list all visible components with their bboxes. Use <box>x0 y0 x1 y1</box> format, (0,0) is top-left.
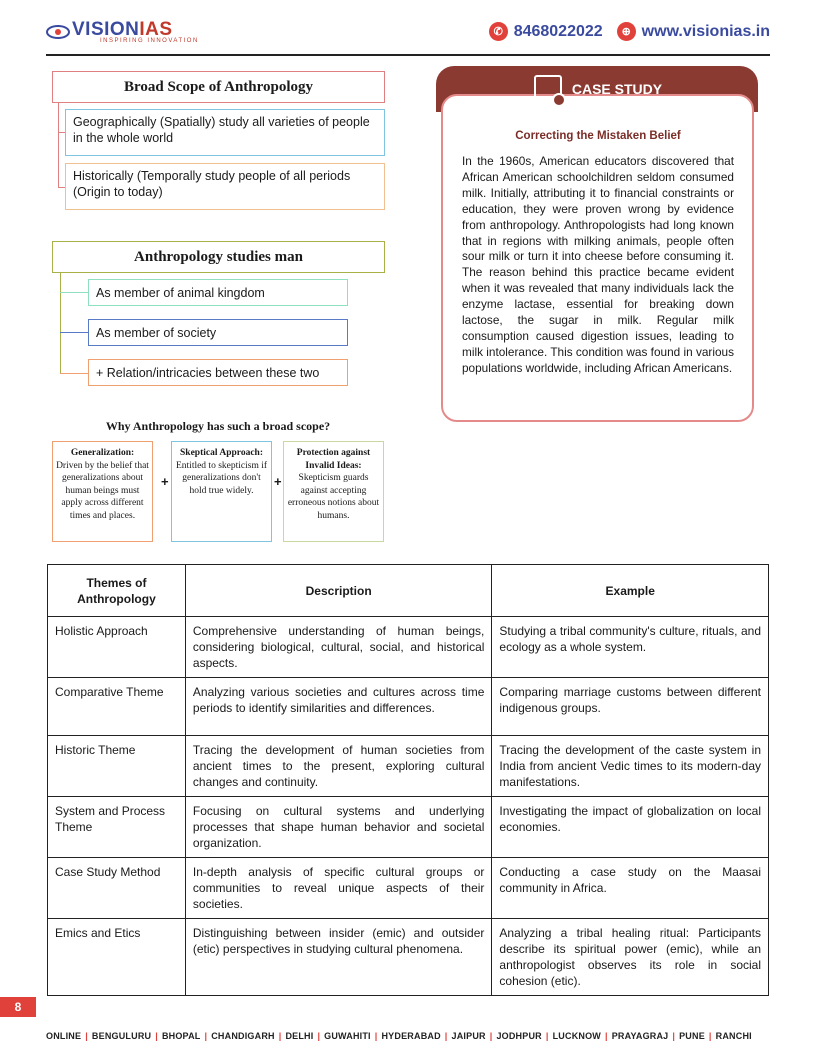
footer-separator: | <box>489 1031 493 1041</box>
why-box-heading: Protection against Invalid Ideas: <box>296 448 371 471</box>
case-study-text: In the 1960s, American educators discovered that African American schoolchildren seldom consumed milk. Initially, attributing it to financial constraints or education, they were proven wrong by evidence from anthropology. Anthropologists had long known that in regions with milking animals, people often sour milk or turn it into cheese before consuming it. The reason behind this practice became evident when it was revealed that many individuals lack the enzyme lactase, essential for breaking down lactose, the sugar in milk. Regular milk consumption caused digestion issues, leading to milk intolerance. This condition was found in various populations worldwide, including African Americans. <box>462 154 734 375</box>
theme-cell: Emics and Etics <box>48 919 186 996</box>
description-cell: Tracing the development of human societies from ancient times to the present, exploring cultural changes and continuity. <box>185 736 492 797</box>
logo-swoosh-icon <box>46 20 70 42</box>
why-box-protection <box>283 441 384 542</box>
footer-city: ONLINE <box>46 1031 82 1041</box>
header-themes: Themes of Anthropology <box>48 565 186 617</box>
footer-city: PUNE <box>679 1031 705 1041</box>
scope-title: Broad Scope of Anthropology <box>52 71 385 103</box>
theme-cell: Holistic Approach <box>48 617 186 678</box>
description-cell: Analyzing various societies and cultures across time periods to identify similarities and differences. <box>185 678 492 736</box>
website-url: www.visionias.in <box>641 22 770 40</box>
footer-city: BHOPAL <box>161 1031 201 1041</box>
example-cell: Studying a tribal community's culture, rituals, and ecology as a whole system. <box>492 617 769 678</box>
table-row <box>48 858 769 919</box>
page-number: 8 <box>0 997 36 1017</box>
header-description: Description <box>185 565 492 617</box>
case-study-header <box>524 71 672 107</box>
logo <box>46 20 199 44</box>
table-row <box>48 736 769 797</box>
theme-cell: System and Process Theme <box>48 797 186 858</box>
contact-info <box>489 22 770 41</box>
scope-item-geographic: Geographically (Spatially) study all varieties of people in the whole world <box>65 109 385 156</box>
footer-separator: | <box>708 1031 712 1041</box>
footer-separator: | <box>278 1031 282 1041</box>
why-box-text: Skepticism guards against accepting erroneous notions about humans. <box>287 473 380 521</box>
footer-separator: | <box>672 1031 676 1041</box>
footer-city: PRAYAGRAJ <box>611 1031 669 1041</box>
footer-city: JAIPUR <box>451 1031 486 1041</box>
case-study-subtitle: Correcting the Mistaken Belief <box>515 130 681 142</box>
table-row <box>48 678 769 736</box>
phone-icon: ✆ <box>489 22 508 41</box>
footer-separator: | <box>444 1031 448 1041</box>
footer-city: DELHI <box>285 1031 314 1041</box>
case-study-box <box>441 94 754 422</box>
footer-city: GUWAHITI <box>324 1031 371 1041</box>
studies-branch-line <box>60 332 88 333</box>
footer-separator: | <box>374 1031 378 1041</box>
footer-separator: | <box>605 1031 608 1041</box>
table-row <box>48 797 769 858</box>
footer-city: LUCKNOW <box>552 1031 601 1041</box>
theme-cell: Comparative Theme <box>48 678 186 736</box>
studies-branch-line <box>60 373 88 374</box>
logo-tagline: INSPIRING INNOVATION <box>100 38 199 44</box>
footer-separator: | <box>204 1031 208 1041</box>
scope-item-historic: Historically (Temporally study people of all periods (Origin to today) <box>65 163 385 210</box>
footer-city: JODHPUR <box>496 1031 542 1041</box>
globe-icon: ⊕ <box>617 22 636 41</box>
example-cell: Analyzing a tribal healing ritual: Participants describe its spiritual power (emic), while an anthropologist observes its role in social cohesion (etic). <box>492 919 769 996</box>
themes-table <box>47 564 769 996</box>
phone-number: 8468022022 <box>513 22 603 40</box>
page-header <box>46 18 770 56</box>
studies-connector-line <box>60 272 61 373</box>
plus-sign: + <box>161 474 169 489</box>
why-box-generalization <box>52 441 153 542</box>
footer-separator: | <box>545 1031 549 1041</box>
why-box-heading: Generalization: <box>70 448 135 458</box>
example-cell: Conducting a case study on the Maasai community in Africa. <box>492 858 769 919</box>
plus-sign: + <box>274 474 282 489</box>
scope-connector-line <box>58 102 59 188</box>
studies-branch-line <box>60 292 88 293</box>
table-header-row <box>48 565 769 617</box>
theme-cell: Case Study Method <box>48 858 186 919</box>
footer-separator: | <box>155 1031 158 1041</box>
table-row <box>48 617 769 678</box>
logo-main-text: VISION <box>72 19 140 40</box>
description-cell: Comprehensive understanding of human beings, considering biological, cultural, social, and historical aspects. <box>185 617 492 678</box>
example-cell: Investigating the impact of globalization on local economies. <box>492 797 769 858</box>
why-box-text: Entitled to skepticism if generalizations don't hold true widely. <box>175 460 268 496</box>
case-study-label: CASE STUDY <box>571 81 663 97</box>
footer-city: BENGULURU <box>91 1031 152 1041</box>
theme-cell: Historic Theme <box>48 736 186 797</box>
studies-item-society: As member of society <box>88 319 348 346</box>
description-cell: In-depth analysis of specific cultural groups or communities to reveal unique aspects of their societies. <box>185 858 492 919</box>
studies-item-relation: + Relation/intricacies between these two <box>88 359 348 386</box>
logo-accent-text: IAS <box>139 19 173 40</box>
why-box-skeptical <box>171 441 272 542</box>
footer-separator: | <box>85 1031 88 1041</box>
header-example: Example <box>492 565 769 617</box>
footer-city: RANCHI <box>715 1031 752 1041</box>
why-box-heading: Skeptical Approach: <box>180 448 263 458</box>
footer-city: CHANDIGARH <box>211 1031 275 1041</box>
description-cell: Focusing on cultural systems and underlying processes that shape human behavior and societal organization. <box>185 797 492 858</box>
why-box-text: Driven by the belief that generalizations about human beings must apply across different times and places. <box>56 460 149 521</box>
footer-cities <box>46 1031 774 1041</box>
document-search-icon <box>534 75 562 103</box>
why-title: Why Anthropology has such a broad scope? <box>105 419 331 433</box>
footer-separator: | <box>317 1031 321 1041</box>
studies-title: Anthropology studies man <box>52 241 385 273</box>
table-row <box>48 919 769 996</box>
footer-city: HYDERABAD <box>381 1031 441 1041</box>
example-cell: Comparing marriage customs between different indigenous groups. <box>492 678 769 736</box>
example-cell: Tracing the development of the caste system in India from ancient Vedic times to its modern-day manifestations. <box>492 736 769 797</box>
phone-contact[interactable] <box>489 22 603 41</box>
studies-item-animal: As member of animal kingdom <box>88 279 348 306</box>
description-cell: Distinguishing between insider (emic) and outsider (etic) perspectives in studying cultural phenomena. <box>185 919 492 996</box>
website-link[interactable] <box>617 22 770 41</box>
